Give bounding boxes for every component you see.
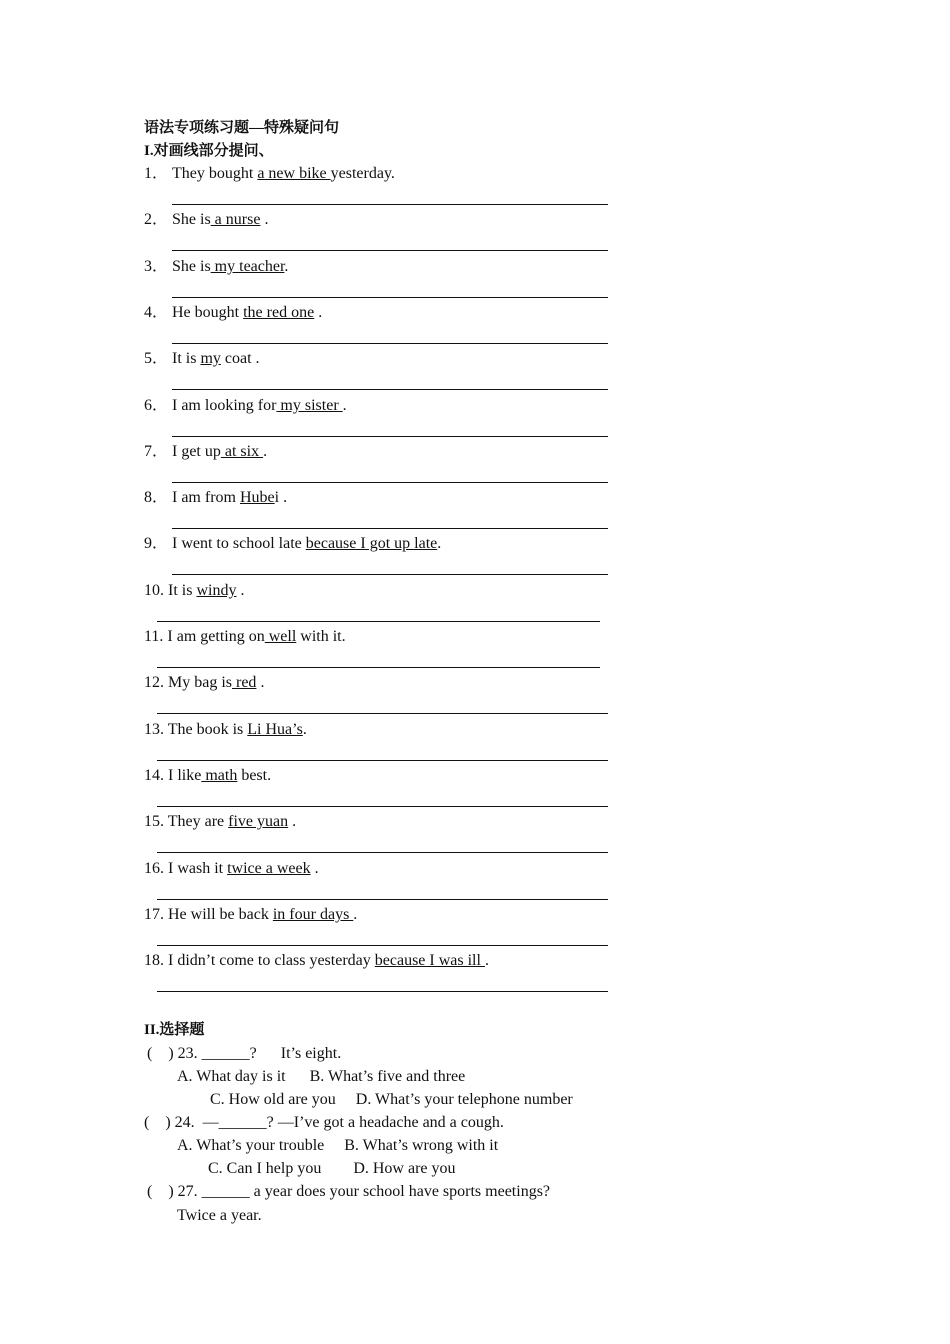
question-text: She is [172, 211, 211, 228]
question-number: 5． [144, 350, 169, 367]
question-item [144, 396, 347, 416]
question-24-options-ab: A. What’s your trouble B. What’s wrong with it [177, 1137, 499, 1154]
answer-line[interactable] [172, 297, 608, 298]
underlined-part: my teacher [210, 258, 285, 275]
question-number: 11. [144, 628, 168, 645]
question-27: ( ) 27. ______ a year does your school have sports meetings? [147, 1183, 551, 1200]
section-1-heading: I.对画线部分提问、 [144, 143, 274, 159]
question-text-end: best. [237, 767, 272, 784]
question-number: 12. [144, 674, 168, 691]
question-text: I didn’t come to class yesterday [168, 952, 375, 969]
question-text: He will be back [168, 906, 273, 923]
question-item [144, 673, 264, 693]
question-item [144, 720, 307, 740]
underlined-part: a nurse [210, 211, 261, 228]
answer-line[interactable] [172, 574, 608, 575]
question-number: 6． [144, 397, 169, 414]
answer-line[interactable] [157, 945, 608, 946]
question-text-end: . [310, 860, 319, 877]
question-text: My bag is [168, 674, 232, 691]
question-text: I went to school late [172, 535, 306, 552]
answer-line[interactable] [157, 899, 608, 900]
underlined-part: a new bike [257, 165, 331, 182]
question-item [144, 488, 287, 508]
section-2-heading: II.选择题 [144, 1022, 205, 1038]
question-text: I get up [172, 443, 221, 460]
question-text-end: . [342, 397, 347, 414]
question-text: They bought [172, 165, 258, 182]
answer-line[interactable] [172, 389, 608, 390]
question-item [144, 581, 244, 601]
underlined-part: windy [196, 582, 237, 599]
answer-line[interactable] [172, 250, 608, 251]
answer-line[interactable] [172, 343, 608, 344]
question-text-end: coat . [220, 350, 260, 367]
underlined-part: five yuan [228, 813, 289, 830]
question-text-end: . [263, 443, 268, 460]
question-text: I am getting on [167, 628, 265, 645]
question-text-end: . [437, 535, 442, 552]
underlined-part: red [232, 674, 257, 691]
question-24: ( ) 24. —______? —I’ve got a headache and a cough. [144, 1114, 504, 1131]
question-text: I am from [172, 489, 240, 506]
underlined-part: Li Hua’s [247, 721, 303, 738]
question-number: 17. [144, 906, 168, 923]
answer-line[interactable] [157, 667, 600, 668]
question-24-options-cd: C. Can I help you D. How are you [208, 1160, 456, 1177]
answer-line[interactable] [157, 991, 608, 992]
worksheet-title: 语法专项练习题—特殊疑问句 [144, 120, 340, 136]
question-text-end: i . [274, 489, 288, 506]
question-number: 4． [144, 304, 169, 321]
question-number: 15. [144, 813, 168, 830]
answer-line[interactable] [172, 204, 608, 205]
question-text: I am looking for [172, 397, 277, 414]
question-text-end: . [302, 721, 307, 738]
underlined-part: my [200, 350, 221, 367]
underlined-part: well [264, 628, 297, 645]
underlined-part: in four days [272, 906, 354, 923]
question-text-end: . [260, 211, 269, 228]
answer-line[interactable] [157, 713, 608, 714]
question-item [144, 210, 268, 230]
question-item [144, 303, 322, 323]
question-23-options-ab: A. What day is it B. What’s five and three [177, 1068, 466, 1085]
question-text: It is [172, 350, 201, 367]
answer-line[interactable] [172, 482, 608, 483]
question-item [144, 164, 395, 184]
question-text-end: . [484, 952, 489, 969]
answer-line[interactable] [172, 528, 608, 529]
question-number: 14. [144, 767, 168, 784]
question-23: ( ) 23. ______? It’s eight. [147, 1045, 342, 1062]
question-number: 2． [144, 211, 169, 228]
question-item [144, 859, 319, 879]
question-item [144, 534, 441, 554]
underlined-part: at six [220, 443, 264, 460]
answer-line[interactable] [172, 436, 608, 437]
answer-line[interactable] [157, 621, 600, 622]
question-item [144, 349, 260, 369]
question-text-end: . [236, 582, 245, 599]
underlined-part: my sister [276, 397, 343, 414]
answer-line[interactable] [157, 760, 608, 761]
question-item [144, 812, 296, 832]
underlined-part: because I got up late [305, 535, 438, 552]
question-number: 13. [144, 721, 168, 738]
underlined-part: math [201, 767, 238, 784]
question-text-end: yesterday. [330, 165, 395, 182]
underlined-part: the red one [243, 304, 315, 321]
question-text: It is [168, 582, 197, 599]
question-text: They are [167, 813, 229, 830]
question-text-end: . [288, 813, 297, 830]
question-number: 1． [144, 165, 169, 182]
question-item [144, 951, 489, 971]
question-text-end: . [314, 304, 323, 321]
question-number: 18. [144, 952, 168, 969]
question-item [144, 627, 346, 647]
underlined-part: Hube [239, 489, 275, 506]
question-number: 8． [144, 489, 169, 506]
question-text: She is [172, 258, 211, 275]
question-text: I wash it [168, 860, 228, 877]
question-item [144, 766, 271, 786]
question-text-end: . [353, 906, 358, 923]
question-text: I like [168, 767, 202, 784]
question-text: The book is [167, 721, 248, 738]
question-text: He bought [172, 304, 244, 321]
answer-line[interactable] [157, 852, 608, 853]
question-number: 16. [144, 860, 168, 877]
question-number: 10. [144, 582, 168, 599]
question-number: 7． [144, 443, 169, 460]
question-text-end: . [284, 258, 289, 275]
question-item [144, 442, 267, 462]
underlined-part: twice a week [227, 860, 311, 877]
question-number: 3． [144, 258, 169, 275]
question-item [144, 257, 288, 277]
question-text-end: with it. [296, 628, 346, 645]
answer-line[interactable] [157, 806, 608, 807]
underlined-part: because I was ill [374, 952, 485, 969]
question-number: 9． [144, 535, 169, 552]
question-item [144, 905, 357, 925]
question-27-answer: Twice a year. [177, 1207, 262, 1224]
question-text-end: . [256, 674, 265, 691]
question-23-options-cd: C. How old are you D. What’s your telephone number [210, 1091, 573, 1108]
